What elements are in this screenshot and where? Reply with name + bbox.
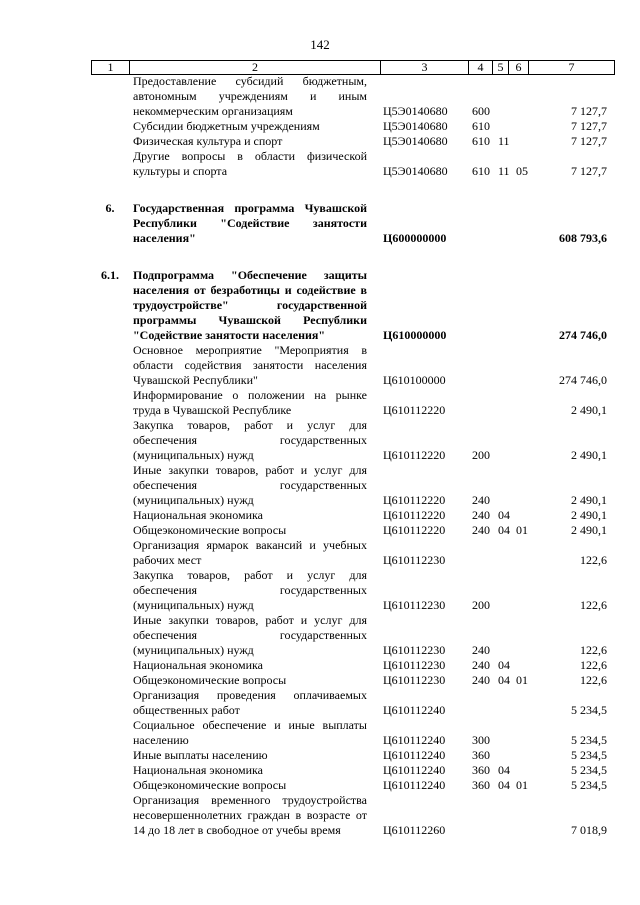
table-row <box>0 673 640 688</box>
row-section: 04 <box>498 508 510 522</box>
row-name: Физическая культура и спорт <box>133 134 283 148</box>
section-spacer <box>0 179 640 201</box>
row-name: Государственная программа Чувашской Республики "Содействие занятости населения" <box>133 201 367 245</box>
row-expense-type: 600 <box>472 104 490 118</box>
row-name: Национальная экономика <box>133 763 263 777</box>
row-section: 04 <box>498 523 510 537</box>
table-row <box>0 688 640 718</box>
row-code: Ц610112220 <box>383 493 446 507</box>
row-amount: 608 793,6 <box>559 231 607 245</box>
column-header: 2 <box>130 61 381 75</box>
row-section: 04 <box>498 658 510 672</box>
row-expense-type: 360 <box>472 763 490 777</box>
table-row <box>0 538 640 568</box>
row-code: Ц610112220 <box>383 508 446 522</box>
row-code: Ц610112240 <box>383 778 446 792</box>
row-name: Основное мероприятие "Мероприятия в области содействия занятости населения Чувашской Республики" <box>133 343 367 387</box>
column-header: 6 <box>509 61 529 75</box>
table-row <box>0 508 640 523</box>
table-row <box>0 149 640 179</box>
row-amount: 5 234,5 <box>571 748 607 762</box>
table-row <box>0 418 640 463</box>
row-amount: 122,6 <box>580 643 607 657</box>
column-header: 1 <box>92 61 130 75</box>
row-amount: 5 234,5 <box>571 703 607 717</box>
table-row <box>0 388 640 418</box>
table-row <box>0 763 640 778</box>
row-name: Закупка товаров, работ и услуг для обеспечения государственных (муниципальных) нужд <box>133 568 367 612</box>
row-code: Ц610112230 <box>383 553 446 567</box>
row-code: Ц610112220 <box>383 523 446 537</box>
row-amount: 122,6 <box>580 673 607 687</box>
row-amount: 5 234,5 <box>571 763 607 777</box>
column-header-table <box>91 60 615 75</box>
row-code: Ц610112230 <box>383 658 446 672</box>
row-expense-type: 240 <box>472 508 490 522</box>
row-code: Ц610112240 <box>383 748 446 762</box>
row-name: Информирование о положении на рынке труда в Чувашской Республике <box>133 388 367 417</box>
row-amount: 7 127,7 <box>571 164 607 178</box>
row-name: Предоставление субсидий бюджетным, автономным учреждениям и иным некоммерческим организациям <box>133 74 367 118</box>
row-amount: 122,6 <box>580 553 607 567</box>
row-amount: 2 490,1 <box>571 403 607 417</box>
table-row <box>0 748 640 763</box>
row-amount: 2 490,1 <box>571 508 607 522</box>
row-code: Ц610112230 <box>383 598 446 612</box>
table-row <box>0 134 640 149</box>
row-name: Субсидии бюджетным учреждениям <box>133 119 320 133</box>
row-amount: 122,6 <box>580 598 607 612</box>
page-number: 142 <box>310 37 330 52</box>
table-row <box>0 119 640 134</box>
row-code: Ц5Э0140680 <box>383 104 448 118</box>
row-name: Общеэкономические вопросы <box>133 673 287 687</box>
table-row <box>0 613 640 658</box>
row-name: Иные закупки товаров, работ и услуг для обеспечения государственных (муниципальных) нужд <box>133 463 367 507</box>
row-amount: 274 746,0 <box>559 373 607 387</box>
row-amount: 5 234,5 <box>571 733 607 747</box>
table-row <box>0 718 640 748</box>
row-section: 11 <box>498 134 510 148</box>
row-name: Иные выплаты населению <box>133 748 268 762</box>
row-number: 6.1. <box>101 268 119 282</box>
row-amount: 7 127,7 <box>571 134 607 148</box>
column-header: 5 <box>493 61 509 75</box>
row-amount: 7 127,7 <box>571 104 607 118</box>
row-number: 6. <box>105 201 115 215</box>
row-code: Ц5Э0140680 <box>383 119 448 133</box>
row-expense-type: 200 <box>472 448 490 462</box>
row-section: 04 <box>498 763 510 777</box>
row-name: Общеэкономические вопросы <box>133 523 287 537</box>
row-expense-type: 240 <box>472 523 490 537</box>
row-name: Закупка товаров, работ и услуг для обеспечения государственных (муниципальных) нужд <box>133 418 367 462</box>
row-expense-type: 360 <box>472 748 490 762</box>
row-expense-type: 240 <box>472 658 490 672</box>
column-header: 4 <box>469 61 493 75</box>
row-section: 11 <box>498 164 510 178</box>
row-expense-type: 360 <box>472 778 490 792</box>
row-expense-type: 240 <box>472 673 490 687</box>
table-row <box>0 343 640 388</box>
row-name: Социальное обеспечение и иные выплаты населению <box>133 718 367 747</box>
row-amount: 2 490,1 <box>571 448 607 462</box>
row-code: Ц610112220 <box>383 448 446 462</box>
row-subsection: 01 <box>516 673 528 687</box>
table-row <box>0 463 640 508</box>
row-section: 04 <box>498 673 510 687</box>
row-subsection: 01 <box>516 523 528 537</box>
table-row <box>0 658 640 673</box>
row-name: Организация проведения оплачиваемых общественных работ <box>133 688 367 717</box>
row-section: 04 <box>498 778 510 792</box>
row-expense-type: 610 <box>472 134 490 148</box>
table-row <box>0 568 640 613</box>
table-row <box>0 74 640 119</box>
row-amount: 274 746,0 <box>559 328 607 342</box>
row-expense-type: 240 <box>472 643 490 657</box>
row-name: Другие вопросы в области физической культуры и спорта <box>133 149 367 178</box>
row-expense-type: 610 <box>472 164 490 178</box>
row-code: Ц610112230 <box>383 673 446 687</box>
row-subsection: 01 <box>516 778 528 792</box>
row-name: Организация временного трудоустройства несовершеннолетних граждан в возрасте от 14 до 18 лет в свободное от учебы время <box>133 793 367 837</box>
row-amount: 7 127,7 <box>571 119 607 133</box>
budget-table-body <box>0 74 640 838</box>
row-name: Общеэкономические вопросы <box>133 778 287 792</box>
row-amount: 5 234,5 <box>571 778 607 792</box>
table-row <box>0 268 640 343</box>
row-amount: 2 490,1 <box>571 523 607 537</box>
row-code: Ц600000000 <box>383 231 447 245</box>
row-expense-type: 610 <box>472 119 490 133</box>
row-code: Ц5Э0140680 <box>383 164 448 178</box>
row-code: Ц610112240 <box>383 703 446 717</box>
row-code: Ц610112230 <box>383 643 446 657</box>
row-name: Иные закупки товаров, работ и услуг для обеспечения государственных (муниципальных) нужд <box>133 613 367 657</box>
row-subsection: 05 <box>516 164 528 178</box>
row-expense-type: 240 <box>472 493 490 507</box>
section-spacer <box>0 246 640 268</box>
row-amount: 7 018,9 <box>571 823 607 837</box>
column-header: 3 <box>381 61 469 75</box>
row-expense-type: 300 <box>472 733 490 747</box>
row-code: Ц610100000 <box>383 373 446 387</box>
row-code: Ц610112220 <box>383 403 446 417</box>
row-code: Ц610112260 <box>383 823 446 837</box>
row-name: Подпрограмма "Обеспечение защиты населения от безработицы и содействие в трудоустройстве" государственной программы Чувашской Республики "Содействие занятости населения" <box>133 268 367 342</box>
column-header: 7 <box>529 61 615 75</box>
row-name: Национальная экономика <box>133 658 263 672</box>
row-code: Ц610000000 <box>383 328 447 342</box>
table-row <box>0 523 640 538</box>
row-name: Национальная экономика <box>133 508 263 522</box>
row-expense-type: 200 <box>472 598 490 612</box>
row-code: Ц610112240 <box>383 763 446 777</box>
row-amount: 2 490,1 <box>571 493 607 507</box>
table-row <box>0 778 640 793</box>
row-code: Ц610112240 <box>383 733 446 747</box>
row-code: Ц5Э0140680 <box>383 134 448 148</box>
row-name: Организация ярмарок вакансий и учебных рабочих мест <box>133 538 367 567</box>
table-row <box>0 793 640 838</box>
row-amount: 122,6 <box>580 658 607 672</box>
table-row <box>0 201 640 246</box>
